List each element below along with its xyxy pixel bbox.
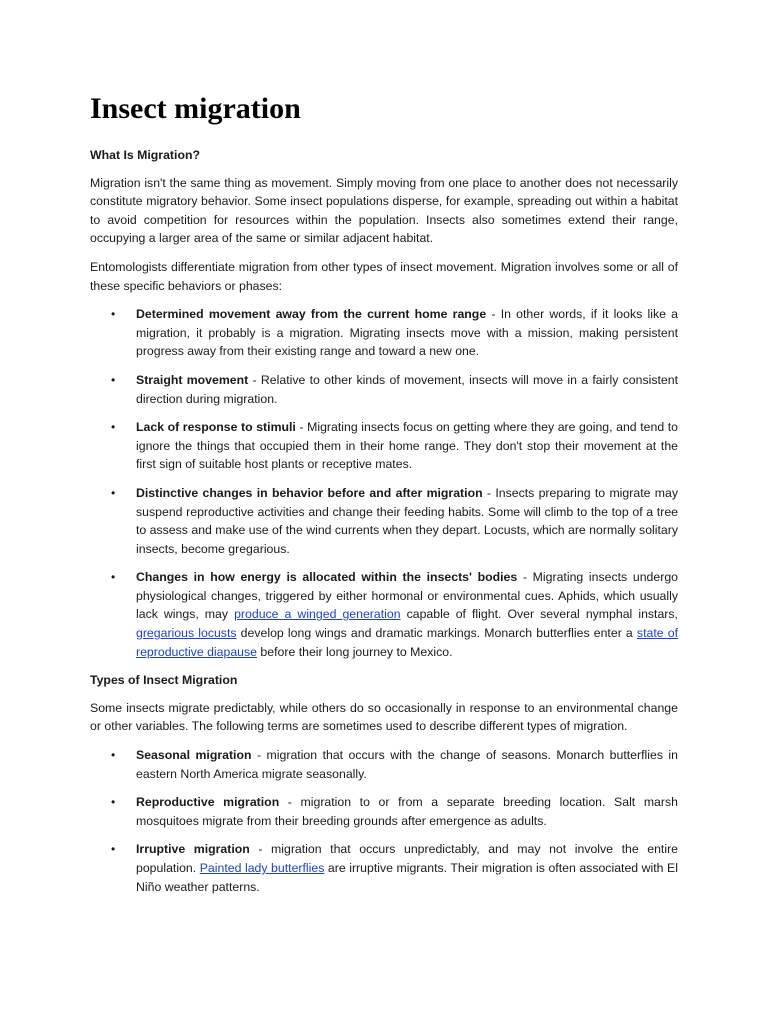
- document-title: Insect migration: [90, 92, 301, 125]
- link-reproductive-diapause[interactable]: state of reproductive diapause: [136, 626, 678, 659]
- migration-types-list: [90, 746, 678, 896]
- list-item-text: - In other words, if it looks like a migration, it probably is a migration. Migrating insects move with a mission, making persistent progress away from their existing range and toward a new one.: [136, 307, 679, 359]
- bullet-icon: •: [111, 307, 116, 322]
- list-item-text: - Insects preparing to migrate may suspend reproductive activities and change their feeding habits. Some will climb to the top of a tree to assess and make use of the wind currents when they depart. Locusts, which are normally solitary insects, become gregarious.: [136, 485, 679, 556]
- link-produce-winged-generation[interactable]: produce a winged generation: [234, 607, 401, 622]
- bullet-icon: •: [111, 485, 116, 500]
- list-item-term: Changes in how energy is allocated within the insects' bodies: [136, 570, 518, 585]
- list-item-text: are irruptive migrants. Their migration is often associated with El Niño weather patterns.: [136, 861, 678, 894]
- bullet-icon: •: [111, 748, 116, 763]
- bullet-icon: •: [111, 842, 116, 857]
- list-item-seasonal-migration: [90, 746, 678, 783]
- list-item-term: Seasonal migration: [136, 748, 252, 763]
- list-item-term: Irruptive migration: [136, 842, 250, 857]
- list-item-irruptive-migration: [90, 840, 678, 896]
- list-item-term: Reproductive migration: [136, 795, 280, 810]
- section-heading-what-is-migration: What Is Migration?: [90, 148, 200, 162]
- list-item-text: - migration that occurs unpredictably, and may not involve the entire population.: [136, 842, 679, 875]
- link-painted-lady-butterflies[interactable]: Painted lady butterflies: [199, 861, 325, 875]
- list-item-term: Lack of response to stimuli: [136, 420, 296, 435]
- list-item-text: develop long wings and dramatic markings. Monarch butterflies enter a: [236, 626, 637, 641]
- list-item-straight-movement: [90, 371, 678, 408]
- bullet-icon: •: [111, 795, 116, 810]
- list-item-distinctive-changes: [90, 484, 678, 558]
- list-item-text: - migration to or from a separate breeding location. Salt marsh mosquitoes migrate from their breeding grounds after emergence as adults.: [136, 795, 678, 828]
- list-item-term: Distinctive changes in behavior before and after migration: [136, 485, 483, 500]
- section-heading-types-of-migration: Types of Insect Migration: [90, 673, 238, 688]
- paragraph-entomologists: Entomologists differentiate migration from other types of insect movement. Migration involves some or all of these specific behaviors or phases:: [90, 259, 678, 293]
- list-item-text: before their long journey to Mexico.: [257, 644, 453, 659]
- paragraph-types-intro: Some insects migrate predictably, while others do so occasionally in response to an environmental change or other variables. The following terms are sometimes used to describe different types of migration.: [90, 700, 678, 734]
- list-item-reproductive-migration: [90, 793, 678, 830]
- list-item-lack-of-response: [90, 418, 678, 474]
- list-item-determined-movement: [90, 305, 678, 361]
- migration-behaviors-list: [90, 305, 678, 661]
- list-item-energy-allocation: [90, 568, 678, 661]
- paragraph-migration-definition: Migration isn't the same thing as movement. Simply moving from one place to another does not necessarily constitute migratory behavior. Some insect populations disperse, for example, spreading out within a habitat to avoid competition for resources within the population. Insects also sometimes extend their range, occupying a larger area of the same or similar adjacent habitat.: [90, 175, 678, 246]
- document-body: [90, 146, 678, 906]
- bullet-icon: •: [111, 570, 116, 585]
- list-item-text: - Migrating insects focus on getting where they are going, and tend to ignore the things that occupied them in their home range. They don't stop their movement at the first sign of suitable host plants or receptive mates.: [136, 420, 678, 472]
- list-item-term: Determined movement away from the current home range: [136, 307, 487, 322]
- list-item-text: - Migrating insects undergo physiological changes, triggered by either hormonal or environmental cues. Aphids, which usually lack wings, may: [136, 570, 678, 622]
- list-item-text: - migration that occurs with the change of seasons. Monarch butterflies in eastern North America migrate seasonally.: [136, 748, 679, 781]
- list-item-term: Straight movement: [136, 372, 249, 387]
- list-item-text: - Relative to other kinds of movement, insects will move in a fairly consistent direction during migration.: [136, 372, 679, 406]
- link-gregarious-locusts[interactable]: gregarious locusts: [136, 626, 237, 641]
- bullet-icon: •: [111, 372, 116, 387]
- list-item-text: capable of flight. Over several nymphal instars,: [400, 607, 678, 622]
- bullet-icon: •: [111, 420, 116, 435]
